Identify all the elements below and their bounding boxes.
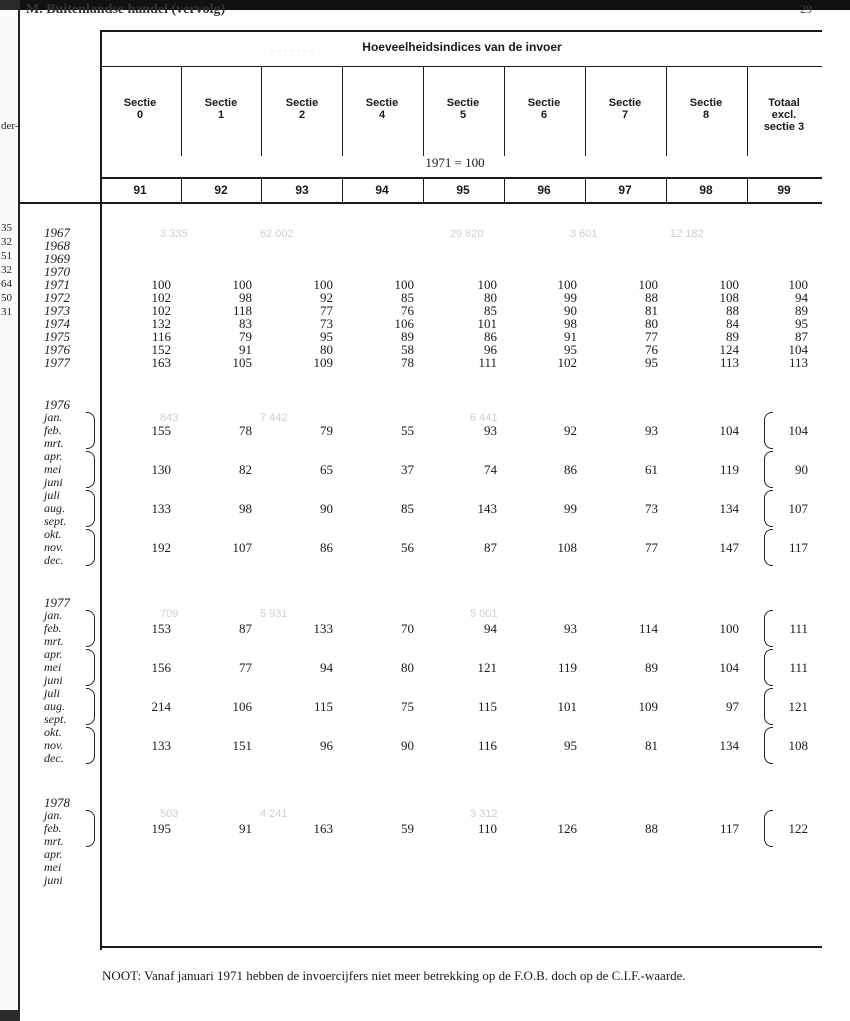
quarter-brace-left bbox=[86, 529, 95, 566]
column-label-line: Sectie bbox=[527, 97, 561, 109]
quarter-value: 73 bbox=[645, 501, 658, 516]
quarter-value: 111 bbox=[789, 621, 808, 636]
month-label: apr. bbox=[44, 847, 63, 861]
quarter-value: 110 bbox=[477, 821, 497, 836]
annual-value: 98 bbox=[564, 316, 577, 331]
quarter-value: 108 bbox=[557, 540, 577, 555]
block-year-label: 1977 bbox=[44, 595, 70, 610]
annual-value: 102 bbox=[151, 303, 171, 318]
column-number: 92 bbox=[214, 183, 228, 197]
month-label: jan. bbox=[44, 808, 63, 822]
column-divider bbox=[342, 66, 343, 156]
annual-value: 152 bbox=[151, 342, 171, 357]
year-label: 1976 bbox=[44, 342, 70, 357]
table-bottom-border bbox=[100, 946, 822, 948]
annual-value: 91 bbox=[564, 329, 577, 344]
quarter-value: 97 bbox=[726, 699, 739, 714]
annual-value: 85 bbox=[484, 303, 497, 318]
month-label: juli bbox=[44, 686, 61, 700]
year-label: 1975 bbox=[44, 329, 70, 344]
year-label: 1973 bbox=[44, 303, 70, 318]
column-divider bbox=[261, 66, 262, 156]
quarter-value: 98 bbox=[239, 501, 252, 516]
column-divider bbox=[504, 66, 505, 156]
column-divider bbox=[181, 66, 182, 156]
quarter-value: 214 bbox=[151, 699, 171, 714]
annual-value: 88 bbox=[645, 290, 658, 305]
annual-value: 106 bbox=[394, 316, 414, 331]
annual-value: 92 bbox=[320, 290, 333, 305]
quarter-value: 75 bbox=[401, 699, 414, 714]
quarter-value: 77 bbox=[239, 660, 252, 675]
column-label-line: 2 bbox=[298, 109, 306, 121]
annual-value: 101 bbox=[477, 316, 497, 331]
annual-value: 89 bbox=[795, 303, 808, 318]
column-divider bbox=[666, 177, 667, 203]
quarter-value: 101 bbox=[557, 699, 577, 714]
column-divider bbox=[423, 177, 424, 203]
quarter-value: 143 bbox=[477, 501, 497, 516]
annual-value: 111 bbox=[478, 355, 497, 370]
month-label: sept. bbox=[44, 712, 67, 726]
margin-number: 35 bbox=[1, 222, 12, 234]
annual-value: 79 bbox=[239, 329, 252, 344]
year-label: 1974 bbox=[44, 316, 70, 331]
month-label: aug. bbox=[44, 501, 65, 515]
quarter-value: 90 bbox=[320, 501, 333, 516]
column-label-line: Sectie bbox=[123, 97, 157, 109]
column-number: 95 bbox=[456, 183, 470, 197]
quarter-value: 133 bbox=[313, 621, 333, 636]
annual-value: 113 bbox=[788, 355, 808, 370]
margin-number: 32 bbox=[1, 236, 12, 248]
year-label: 1968 bbox=[44, 238, 70, 253]
running-title: M. Buitenlandse handel (vervolg) bbox=[26, 2, 226, 17]
quarter-value: 55 bbox=[401, 423, 414, 438]
column-label-line: 4 bbox=[378, 109, 386, 121]
month-label: mei bbox=[44, 462, 62, 476]
quarter-value: 74 bbox=[484, 462, 497, 477]
quarter-value: 70 bbox=[401, 621, 414, 636]
column-number: 91 bbox=[133, 183, 147, 197]
quarter-value: 115 bbox=[477, 699, 497, 714]
page-number: 29 bbox=[800, 2, 812, 16]
column-label-line: 1 bbox=[217, 109, 225, 121]
quarter-value: 104 bbox=[719, 660, 739, 675]
annual-value: 90 bbox=[564, 303, 577, 318]
annual-value: 102 bbox=[151, 290, 171, 305]
quarter-value: 151 bbox=[232, 738, 252, 753]
quarter-value: 65 bbox=[320, 462, 333, 477]
adjacent-page-edge bbox=[0, 10, 20, 1010]
annual-value: 109 bbox=[313, 355, 333, 370]
column-label-line: Sectie bbox=[446, 97, 480, 109]
column-divider bbox=[181, 177, 182, 203]
annual-value: 58 bbox=[401, 342, 414, 357]
annual-value: 89 bbox=[401, 329, 414, 344]
annual-value: 96 bbox=[484, 342, 497, 357]
quarter-value: 104 bbox=[719, 423, 739, 438]
quarter-value: 94 bbox=[484, 621, 497, 636]
column-label-line: 8 bbox=[702, 109, 710, 121]
column-label-sectie bbox=[506, 97, 582, 121]
column-label-line: 5 bbox=[459, 109, 467, 121]
number-rule-top bbox=[100, 177, 822, 179]
quarter-value: 82 bbox=[239, 462, 252, 477]
annual-value: 91 bbox=[239, 342, 252, 357]
quarter-value: 90 bbox=[795, 462, 808, 477]
header-rule bbox=[100, 66, 822, 67]
month-label: jan. bbox=[44, 410, 63, 424]
margin-number: 31 bbox=[1, 306, 12, 318]
quarter-value: 92 bbox=[564, 423, 577, 438]
annual-value: 84 bbox=[726, 316, 739, 331]
column-divider bbox=[504, 177, 505, 203]
annual-value: 78 bbox=[401, 355, 414, 370]
quarter-value: 96 bbox=[320, 738, 333, 753]
month-label: apr. bbox=[44, 647, 63, 661]
column-label-line: Sectie bbox=[689, 97, 723, 109]
annual-value: 99 bbox=[564, 290, 577, 305]
quarter-value: 37 bbox=[401, 462, 414, 477]
annual-value: 124 bbox=[719, 342, 739, 357]
month-label: dec. bbox=[44, 553, 64, 567]
annual-value: 100 bbox=[477, 277, 497, 292]
annual-value: 100 bbox=[788, 277, 808, 292]
column-label-sectie bbox=[425, 97, 501, 121]
quarter-value: 93 bbox=[484, 423, 497, 438]
quarter-value: 192 bbox=[151, 540, 171, 555]
annual-value: 108 bbox=[719, 290, 739, 305]
month-label: dec. bbox=[44, 751, 64, 765]
month-label: mrt. bbox=[44, 436, 64, 450]
quarter-value: 81 bbox=[645, 738, 658, 753]
margin-number: 32 bbox=[1, 264, 12, 276]
annual-value: 76 bbox=[401, 303, 414, 318]
quarter-value: 80 bbox=[401, 660, 414, 675]
quarter-value: 122 bbox=[788, 821, 808, 836]
number-rule-bottom bbox=[20, 202, 822, 204]
annual-value: 95 bbox=[795, 316, 808, 331]
column-label-line: Sectie bbox=[285, 97, 319, 109]
annual-value: 73 bbox=[320, 316, 333, 331]
table-top-border bbox=[100, 30, 822, 32]
column-divider bbox=[666, 66, 667, 156]
annual-value: 132 bbox=[151, 316, 171, 331]
quarter-value: 130 bbox=[151, 462, 171, 477]
column-label-line: sectie 3 bbox=[763, 121, 805, 133]
column-divider bbox=[585, 177, 586, 203]
quarter-value: 121 bbox=[477, 660, 497, 675]
month-label: okt. bbox=[44, 527, 62, 541]
quarter-value: 106 bbox=[232, 699, 252, 714]
quarter-value: 156 bbox=[151, 660, 171, 675]
column-label-sectie bbox=[668, 97, 744, 121]
annual-value: 81 bbox=[645, 303, 658, 318]
annual-value: 80 bbox=[645, 316, 658, 331]
margin-number: 50 bbox=[1, 292, 12, 304]
annual-value: 95 bbox=[320, 329, 333, 344]
annual-value: 85 bbox=[401, 290, 414, 305]
annual-value: 100 bbox=[232, 277, 252, 292]
column-number: 97 bbox=[618, 183, 632, 197]
quarter-value: 119 bbox=[719, 462, 739, 477]
annual-value: 86 bbox=[484, 329, 497, 344]
column-label-line: Sectie bbox=[608, 97, 642, 109]
quarter-value: 87 bbox=[239, 621, 252, 636]
annual-value: 80 bbox=[484, 290, 497, 305]
annual-value: 100 bbox=[557, 277, 577, 292]
year-label: 1967 bbox=[44, 225, 70, 240]
column-label-sectie bbox=[102, 97, 178, 121]
quarter-brace-left bbox=[86, 649, 95, 686]
annual-value: 163 bbox=[151, 355, 171, 370]
annual-value: 116 bbox=[151, 329, 171, 344]
quarter-value: 116 bbox=[477, 738, 497, 753]
quarter-value: 119 bbox=[557, 660, 577, 675]
annual-value: 83 bbox=[239, 316, 252, 331]
table-header: Hoeveelheidsindices van de invoer bbox=[362, 40, 562, 54]
quarter-value: 126 bbox=[557, 821, 577, 836]
quarter-brace-left bbox=[86, 412, 95, 449]
quarter-value: 86 bbox=[320, 540, 333, 555]
month-label: juni bbox=[44, 475, 63, 489]
quarter-value: 111 bbox=[789, 660, 808, 675]
quarter-brace-left bbox=[86, 810, 95, 847]
footnote: NOOT: Vanaf januari 1971 hebben de invoercijfers niet meer betrekking op de F.O.B. doch op de C.I.F.-waarde. bbox=[102, 968, 686, 983]
month-label: okt. bbox=[44, 725, 62, 739]
month-label: feb. bbox=[44, 423, 62, 437]
quarter-value: 134 bbox=[719, 738, 739, 753]
quarter-value: 109 bbox=[638, 699, 658, 714]
annual-value: 77 bbox=[645, 329, 658, 344]
margin-number: 51 bbox=[1, 250, 12, 262]
annual-value: 80 bbox=[320, 342, 333, 357]
quarter-value: 77 bbox=[645, 540, 658, 555]
quarter-value: 147 bbox=[719, 540, 739, 555]
annual-value: 95 bbox=[645, 355, 658, 370]
month-label: nov. bbox=[44, 540, 64, 554]
quarter-value: 134 bbox=[719, 501, 739, 516]
column-label-line: 7 bbox=[621, 109, 629, 121]
annual-value: 89 bbox=[726, 329, 739, 344]
month-label: mrt. bbox=[44, 634, 64, 648]
year-label: 1971 bbox=[44, 277, 70, 292]
year-label: 1972 bbox=[44, 290, 70, 305]
quarter-value: 104 bbox=[788, 423, 808, 438]
column-label-line: Totaal bbox=[768, 97, 800, 109]
year-label: 1970 bbox=[44, 264, 70, 279]
quarter-value: 107 bbox=[232, 540, 252, 555]
margin-number: 64 bbox=[1, 278, 12, 290]
annual-value: 88 bbox=[726, 303, 739, 318]
column-label-line: 6 bbox=[540, 109, 548, 121]
quarter-value: 85 bbox=[401, 501, 414, 516]
quarter-value: 59 bbox=[401, 821, 414, 836]
annual-value: 102 bbox=[557, 355, 577, 370]
annual-value: 100 bbox=[638, 277, 658, 292]
quarter-value: 78 bbox=[239, 423, 252, 438]
column-label-sectie bbox=[344, 97, 420, 121]
quarter-value: 95 bbox=[564, 738, 577, 753]
year-label: 1977 bbox=[44, 355, 70, 370]
base-year-label: 1971 = 100 bbox=[425, 155, 485, 170]
annual-value: 100 bbox=[151, 277, 171, 292]
left-scan-margin bbox=[0, 0, 20, 1021]
annual-value: 94 bbox=[795, 290, 808, 305]
block-year-label: 1978 bbox=[44, 795, 70, 810]
column-divider bbox=[423, 66, 424, 156]
quarter-value: 114 bbox=[638, 621, 658, 636]
column-number: 94 bbox=[375, 183, 389, 197]
column-number: 99 bbox=[777, 183, 791, 197]
quarter-value: 121 bbox=[788, 699, 808, 714]
month-label: mrt. bbox=[44, 834, 64, 848]
quarter-brace-left bbox=[86, 610, 95, 647]
quarter-value: 56 bbox=[401, 540, 414, 555]
month-label: aug. bbox=[44, 699, 65, 713]
month-label: nov. bbox=[44, 738, 64, 752]
quarter-value: 79 bbox=[320, 423, 333, 438]
margin-number: der- bbox=[1, 120, 19, 132]
annual-value: 118 bbox=[232, 303, 252, 318]
month-label: mei bbox=[44, 660, 62, 674]
quarter-brace-left bbox=[86, 688, 95, 725]
quarter-value: 108 bbox=[788, 738, 808, 753]
annual-value: 100 bbox=[313, 277, 333, 292]
quarter-value: 115 bbox=[313, 699, 333, 714]
quarter-value: 195 bbox=[151, 821, 171, 836]
quarter-value: 90 bbox=[401, 738, 414, 753]
column-divider bbox=[342, 177, 343, 203]
quarter-value: 89 bbox=[645, 660, 658, 675]
quarter-value: 153 bbox=[151, 621, 171, 636]
column-label-sectie bbox=[264, 97, 340, 121]
annual-value: 100 bbox=[719, 277, 739, 292]
quarter-value: 163 bbox=[313, 821, 333, 836]
column-label-line: Sectie bbox=[365, 97, 399, 109]
column-label-sectie bbox=[746, 97, 822, 133]
month-label: sept. bbox=[44, 514, 67, 528]
quarter-value: 117 bbox=[719, 821, 739, 836]
quarter-value: 93 bbox=[645, 423, 658, 438]
annual-value: 105 bbox=[232, 355, 252, 370]
annual-value: 98 bbox=[239, 290, 252, 305]
annual-value: 113 bbox=[719, 355, 739, 370]
quarter-value: 133 bbox=[151, 738, 171, 753]
quarter-value: 100 bbox=[719, 621, 739, 636]
quarter-brace-left bbox=[86, 451, 95, 488]
month-label: jan. bbox=[44, 608, 63, 622]
month-label: apr. bbox=[44, 449, 63, 463]
column-divider bbox=[585, 66, 586, 156]
quarter-value: 87 bbox=[484, 540, 497, 555]
year-label: 1969 bbox=[44, 251, 70, 266]
column-label-line: Sectie bbox=[204, 97, 238, 109]
month-label: juni bbox=[44, 673, 63, 687]
annual-value: 77 bbox=[320, 303, 333, 318]
column-label-line: excl. bbox=[771, 109, 797, 121]
quarter-value: 99 bbox=[564, 501, 577, 516]
column-label-sectie bbox=[183, 97, 259, 121]
quarter-value: 61 bbox=[645, 462, 658, 477]
quarter-value: 91 bbox=[239, 821, 252, 836]
column-number: 96 bbox=[537, 183, 551, 197]
column-number: 98 bbox=[699, 183, 713, 197]
quarter-value: 94 bbox=[320, 660, 333, 675]
table-left-border bbox=[100, 30, 102, 950]
quarter-value: 107 bbox=[788, 501, 808, 516]
quarter-brace-left bbox=[86, 727, 95, 764]
quarter-value: 86 bbox=[564, 462, 577, 477]
month-label: juli bbox=[44, 488, 61, 502]
annual-value: 100 bbox=[394, 277, 414, 292]
quarter-value: 155 bbox=[151, 423, 171, 438]
month-label: feb. bbox=[44, 821, 62, 835]
block-year-label: 1976 bbox=[44, 397, 70, 412]
column-divider bbox=[261, 177, 262, 203]
quarter-value: 117 bbox=[788, 540, 808, 555]
month-label: mei bbox=[44, 860, 62, 874]
annual-value: 95 bbox=[564, 342, 577, 357]
quarter-value: 93 bbox=[564, 621, 577, 636]
column-number: 93 bbox=[295, 183, 309, 197]
annual-value: 87 bbox=[795, 329, 808, 344]
month-label: feb. bbox=[44, 621, 62, 635]
quarter-brace-left bbox=[86, 490, 95, 527]
quarter-value: 88 bbox=[645, 821, 658, 836]
column-divider bbox=[747, 177, 748, 203]
annual-value: 104 bbox=[788, 342, 808, 357]
column-label-sectie bbox=[587, 97, 663, 121]
month-label: juni bbox=[44, 873, 63, 887]
quarter-value: 133 bbox=[151, 501, 171, 516]
column-label-line: 0 bbox=[136, 109, 144, 121]
annual-value: 76 bbox=[645, 342, 658, 357]
